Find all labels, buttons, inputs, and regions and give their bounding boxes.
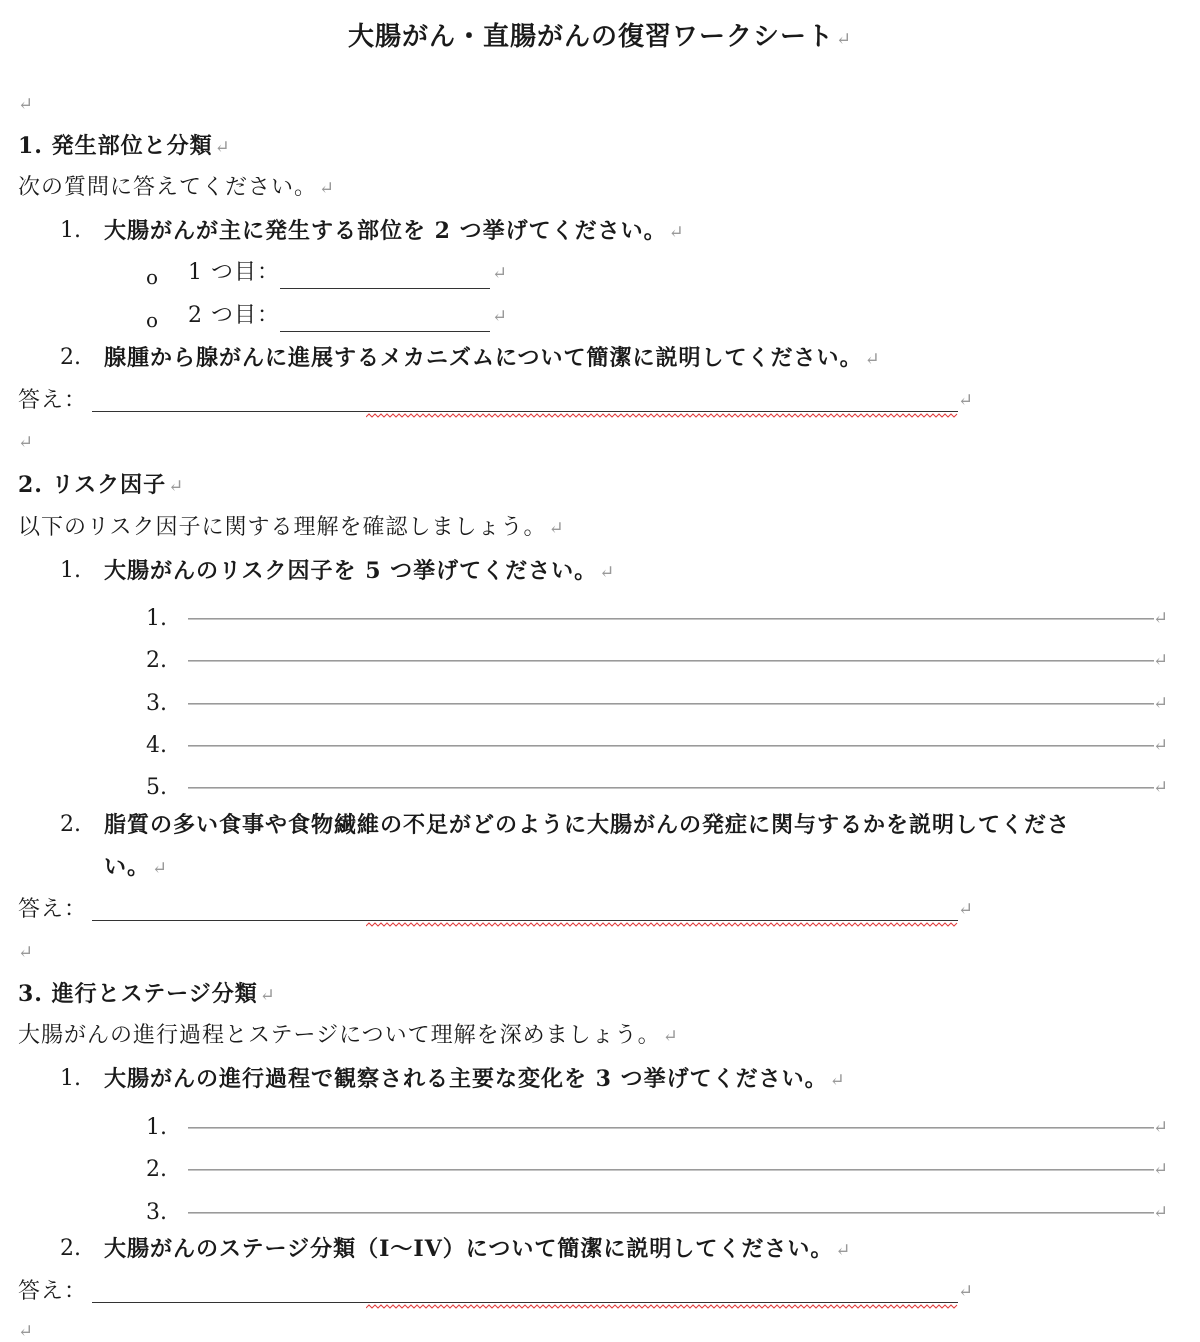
paragraph-mark: ↵ — [18, 942, 34, 963]
paragraph-mark: ↵ — [492, 263, 509, 284]
question-3-2: 大腸がんのステージ分類（I～IV）について簡潔に説明してください。 ↵ — [104, 1236, 852, 1262]
spellcheck-underline — [366, 1304, 958, 1310]
spellcheck-underline — [366, 413, 958, 419]
paragraph-mark: ↵ — [18, 1321, 34, 1342]
paragraph-mark: ↵ — [152, 858, 169, 879]
answer-rule[interactable] — [188, 660, 1154, 662]
answer-item-number: 3. — [146, 691, 167, 716]
answer-item-number: 2. — [146, 648, 167, 673]
paragraph-mark: ↵ — [1153, 1117, 1169, 1138]
answer-rule[interactable] — [188, 618, 1154, 620]
list-number: 2. — [60, 1236, 81, 1261]
paragraph-mark: ↵ — [668, 222, 685, 243]
section-3-intro: 大腸がんの進行過程とステージについて理解を深めましょう。 ↵ — [18, 1023, 679, 1048]
section-2-heading: 2. リスク因子 ↵ — [18, 472, 185, 498]
paragraph-mark: ↵ — [958, 899, 974, 920]
question-2-1: 大腸がんのリスク因子を 5 つ挙げてください。 ↵ — [104, 558, 616, 584]
answer-item-number: 1. — [146, 1115, 167, 1140]
answer-rule[interactable] — [188, 703, 1154, 705]
list-number: 2. — [60, 345, 81, 370]
paragraph-mark: ↵ — [1153, 1202, 1169, 1223]
answer-item-number: 5. — [146, 775, 167, 800]
worksheet-title: 大腸がん・直腸がんの復習ワークシート ↵ — [347, 22, 853, 52]
answer-rule[interactable] — [188, 1169, 1154, 1171]
paragraph-mark: ↵ — [958, 390, 974, 411]
section-2-intro: 以下のリスク因子に関する理解を確認しましょう。 ↵ — [18, 515, 565, 540]
answer-blank[interactable] — [280, 266, 490, 289]
paragraph-mark: ↵ — [319, 178, 336, 199]
answer-line[interactable] — [92, 411, 958, 412]
answer-line[interactable] — [92, 1302, 958, 1303]
question-3-1: 大腸がんの進行過程で観察される主要な変化を 3 つ挙げてください。 ↵ — [104, 1066, 846, 1092]
answer-rule[interactable] — [188, 1212, 1154, 1214]
question-1-2: 腺腫から腺がんに進展するメカニズムについて簡潔に説明してください。 ↵ — [104, 345, 881, 371]
bullet-marker: o — [146, 265, 159, 289]
answer-item-number: 1. — [146, 606, 167, 631]
paragraph-mark: ↵ — [259, 985, 276, 1006]
question-2-2-line-1: 脂質の多い食事や食物繊維の不足がどのように大腸がんの発症に関与するかを説明してくださ — [104, 812, 1071, 838]
paragraph-mark: ↵ — [1153, 777, 1169, 798]
paragraph-mark: ↵ — [492, 306, 509, 327]
answer-label: 答え： — [18, 897, 88, 922]
paragraph-mark: ↵ — [662, 1026, 679, 1047]
question-2-2-line-2: い。 ↵ — [104, 854, 169, 880]
question-1-1: 大腸がんが主に発生する部位を 2 つ挙げてください。 ↵ — [104, 218, 685, 244]
paragraph-mark: ↵ — [829, 1070, 846, 1091]
paragraph-mark: ↵ — [599, 562, 616, 583]
list-number: 2. — [60, 812, 81, 837]
section-1-intro: 次の質問に答えてください。 ↵ — [18, 175, 336, 200]
answer-item-number: 2. — [146, 1157, 167, 1182]
spellcheck-underline — [366, 922, 958, 928]
answer-item-number: 4. — [146, 733, 167, 758]
paragraph-mark: ↵ — [168, 476, 185, 497]
paragraph-mark: ↵ — [18, 432, 34, 453]
list-number: 1. — [60, 1066, 81, 1091]
section-3-heading: 3. 進行とステージ分類 ↵ — [18, 981, 276, 1007]
answer-rule[interactable] — [188, 1127, 1154, 1129]
answer-label: 答え： — [18, 388, 88, 413]
list-number: 1. — [60, 218, 81, 243]
paragraph-mark: ↵ — [214, 137, 231, 158]
answer-rule[interactable] — [188, 745, 1154, 747]
paragraph-mark: ↵ — [1153, 693, 1169, 714]
sub-item-1: 1 つ目： ↵ — [188, 258, 508, 289]
paragraph-mark: ↵ — [835, 29, 853, 50]
section-1-heading: 1. 発生部位と分類 ↵ — [18, 133, 231, 159]
paragraph-mark: ↵ — [835, 1240, 852, 1261]
list-number: 1. — [60, 558, 81, 583]
paragraph-mark: ↵ — [958, 1281, 974, 1302]
paragraph-mark: ↵ — [864, 349, 881, 370]
answer-line[interactable] — [92, 920, 958, 921]
paragraph-mark: ↵ — [1153, 735, 1169, 756]
answer-blank[interactable] — [280, 309, 490, 332]
paragraph-mark: ↵ — [18, 94, 34, 115]
paragraph-mark: ↵ — [548, 518, 565, 539]
sub-item-2: 2 つ目： ↵ — [188, 301, 508, 332]
paragraph-mark: ↵ — [1153, 1159, 1169, 1180]
answer-label: 答え： — [18, 1279, 88, 1304]
paragraph-mark: ↵ — [1153, 650, 1169, 671]
answer-rule[interactable] — [188, 787, 1154, 789]
paragraph-mark: ↵ — [1153, 608, 1169, 629]
answer-item-number: 3. — [146, 1200, 167, 1225]
bullet-marker: o — [146, 308, 159, 332]
